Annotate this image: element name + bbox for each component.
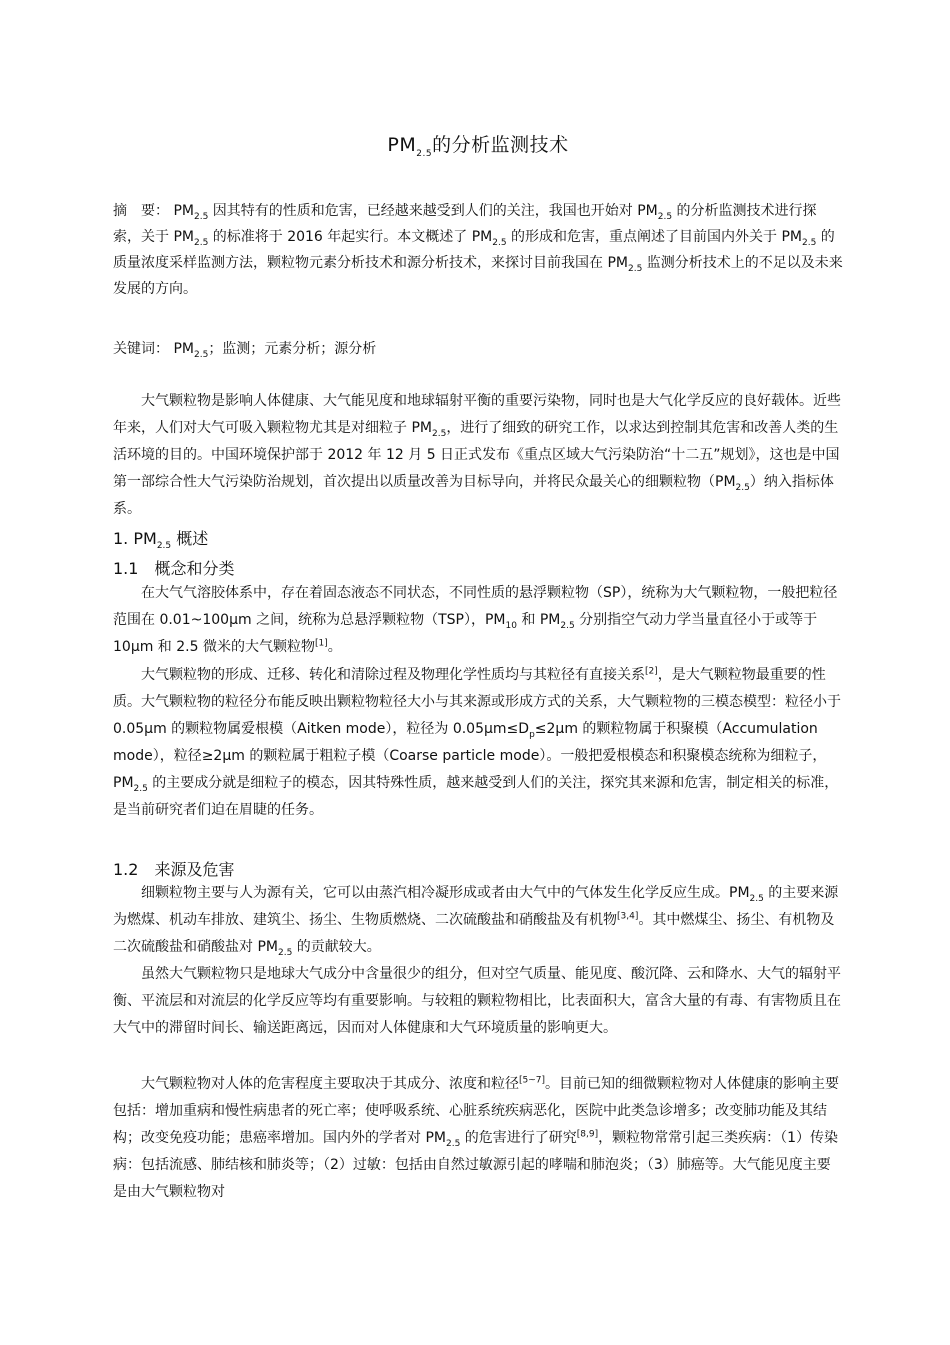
subscript: 2.5: [627, 263, 643, 274]
paragraph-text: 。目前已知的细微颗粒物对人体健康的影响主要包括：增加重病和慢性病患者的死亡率；使呼吸系统、心脏系统疾病恶化，医院中此类急诊增多；改变肺功能及其结构；改变免疫功能；患癌率增加。国内外的学者对 PM: [113, 1076, 840, 1146]
section-heading-1-2: 1.2 来源及危害: [113, 860, 235, 879]
abstract-text: 的标准将于 2016 年起实行。本文概述了 PM: [208, 229, 493, 245]
abstract-text: PM: [169, 203, 194, 219]
intro-paragraph: [113, 388, 843, 523]
abstract-text: 监测分析技术上的不足以及未来发展的方向。: [113, 255, 843, 297]
citation: [3,4]: [617, 911, 639, 922]
citation: [2]: [645, 666, 658, 677]
paragraph-1-2-c: [113, 1071, 843, 1206]
abstract-text: 因其特有的性质和危害，已经越来越受到人们的关注，我国也开始对 PM: [208, 203, 658, 219]
paragraph-text: ，颗粒物常常引起三类疾病：（1）传染病：包括流感、肺结核和肺炎等；（2）过敏：包括由自然过敏源引起的哮喘和肺泡炎；（3）肺癌等。大气能见度主要是由大气颗粒物对: [113, 1130, 839, 1200]
abstract-label: 摘 要：: [113, 203, 169, 219]
subscript: 2.5: [133, 783, 148, 794]
paragraph-text: 的主要来源为燃煤、机动车排放、建筑尘、扬尘、生物质燃烧、二次硫酸盐和硝酸盐及有机物: [113, 885, 839, 928]
paragraph-text: 。: [327, 639, 342, 655]
abstract-text: 的分析监测技术进行探索，关于 PM: [113, 203, 817, 245]
paragraph-text: 的贡献较大。: [292, 939, 381, 955]
paragraph-text: 和 PM: [516, 612, 561, 628]
subscript: p: [529, 729, 535, 740]
paragraph-1-1-b: [113, 662, 843, 824]
title-text: PM: [387, 134, 417, 156]
keywords-label: 关键词：: [113, 341, 169, 357]
paragraph-text: 的危害进行了研究: [460, 1130, 577, 1146]
section-heading-1-1: 1.1 概念和分类: [113, 559, 235, 578]
paragraph-text: 大气颗粒物是影响人体健康、大气能见度和地球辐射平衡的重要污染物，同时也是大气化学反应的良好载体。近些年来，人们对大气可吸入颗粒物尤其是对细粒子 PM: [113, 393, 841, 436]
paragraph-text: 细颗粒物主要与人为源有关，它可以由蒸汽相冷凝形成或者由大气中的气体发生化学反应生成。PM: [141, 885, 750, 901]
paragraph-1-2-a: [113, 880, 843, 961]
paragraph-text: ≤2μm 的颗粒物属于积聚模（Accumulation mode），粒径≥2μm 的颗粒属于粗粒子模（Coarse particle mode）。一般把爱根模态和积聚模态统称为细粒子，PM: [113, 721, 827, 791]
subscript: 2.5: [492, 237, 507, 248]
paragraph-text: ，是大气颗粒物最重要的性质。大气颗粒物的粒径分布能反映出颗粒物粒径大小与其来源或形成方式的关系，大气颗粒物的三模态模型：粒径小于 0.05μm 的颗粒物属爱根模（Aitken mode），粒径为 0.05μm≤D: [113, 667, 841, 737]
paragraph-text: 大气颗粒物的形成、迁移、转化和清除过程及物理化学性质均与其粒径有直接关系: [141, 667, 645, 683]
title-text-rest: 的分析监测技术: [432, 134, 569, 156]
subscript: 2.5: [193, 237, 209, 248]
subscript: 2.5: [431, 428, 447, 439]
heading-text: 概述: [171, 529, 209, 548]
abstract: [113, 198, 843, 302]
title-subscript: 2.5: [416, 148, 433, 159]
citation: [1]: [314, 638, 328, 649]
citation: [5~7]: [519, 1075, 546, 1086]
paragraph-text: ）纳入指标体系。: [113, 474, 834, 517]
subscript: 2.5: [657, 211, 673, 222]
subscript: 2.5: [802, 237, 817, 248]
subscript: 2.5: [445, 1138, 461, 1149]
paragraph-text: 大气颗粒物对人体的危害程度主要取决于其成分、浓度和粒径: [141, 1076, 519, 1092]
paper-title: [113, 130, 843, 157]
paragraph-1-2-b: 虽然大气颗粒物只是地球大气成分中含量很少的组分，但对空气质量、能见度、酸沉降、云和降水、大气的辐射平衡、平流层和对流层的化学反应等均有重要影响。与较粗的颗粒物相比，比表面积大，富含大量的有毒、有害物质且在大气中的滞留时间长、输送距离远，因而对人体健康和大气环境质量的影响更大。: [113, 966, 841, 1036]
subscript: 2.5: [560, 620, 575, 631]
keywords: [113, 336, 843, 362]
paragraph-text: 分别指空气动力学当量直径小于或等于 10μm 和 2.5 微米的大气颗粒物: [113, 612, 818, 655]
subscript: 2.5: [277, 947, 293, 958]
paragraph-text: 。其中燃煤尘、扬尘、有机物及二次硫酸盐和硝酸盐对 PM: [113, 912, 835, 955]
section-heading-1: [113, 526, 209, 552]
subscript: 2.5: [156, 541, 172, 552]
abstract-text: 的质量浓度采样监测方法，颗粒物元素分析技术和源分析技术，来探讨目前我国在 PM: [113, 229, 835, 271]
paragraph-text: ，进行了细致的研究工作，以求达到控制其危害和改善人类的生活环境的目的。中国环境保护部于 2012 年 12 月 5 日正式发布《重点区域大气污染防治“十二五”规划》，这也是中国第一部综合性大气污染防治规划，首次提出以质量改善为目标导向，并将民众最关心的细颗粒物（PM: [113, 420, 840, 490]
heading-text: 1. PM: [113, 529, 157, 548]
subscript: 2.5: [749, 893, 764, 904]
keywords-text: ；监测；元素分析；源分析: [208, 341, 377, 357]
paragraph-text: 的主要成分就是细粒子的模态，因其特殊性质，越来越受到人们的关注，探究其来源和危害，制定相关的标准，是当前研究者们迫在眉睫的任务。: [113, 775, 839, 818]
citation: [8,9]: [576, 1129, 599, 1140]
paragraph-1-1-a: [113, 580, 843, 661]
subscript: 2.5: [193, 211, 209, 222]
keywords-text: PM: [169, 341, 194, 357]
abstract-text: 的形成和危害，重点阐述了目前国内外关于 PM: [506, 229, 803, 245]
paragraph-text: 在大气气溶胶体系中，存在着固态液态不同状态，不同性质的悬浮颗粒物（SP），统称为大气颗粒物，一般把粒径范围在 0.01~100μm 之间，统称为总悬浮颗粒物（TSP），PM: [113, 585, 838, 628]
subscript: 10: [505, 620, 517, 631]
subscript: 2.5: [735, 482, 750, 493]
subscript: 2.5: [193, 349, 209, 360]
